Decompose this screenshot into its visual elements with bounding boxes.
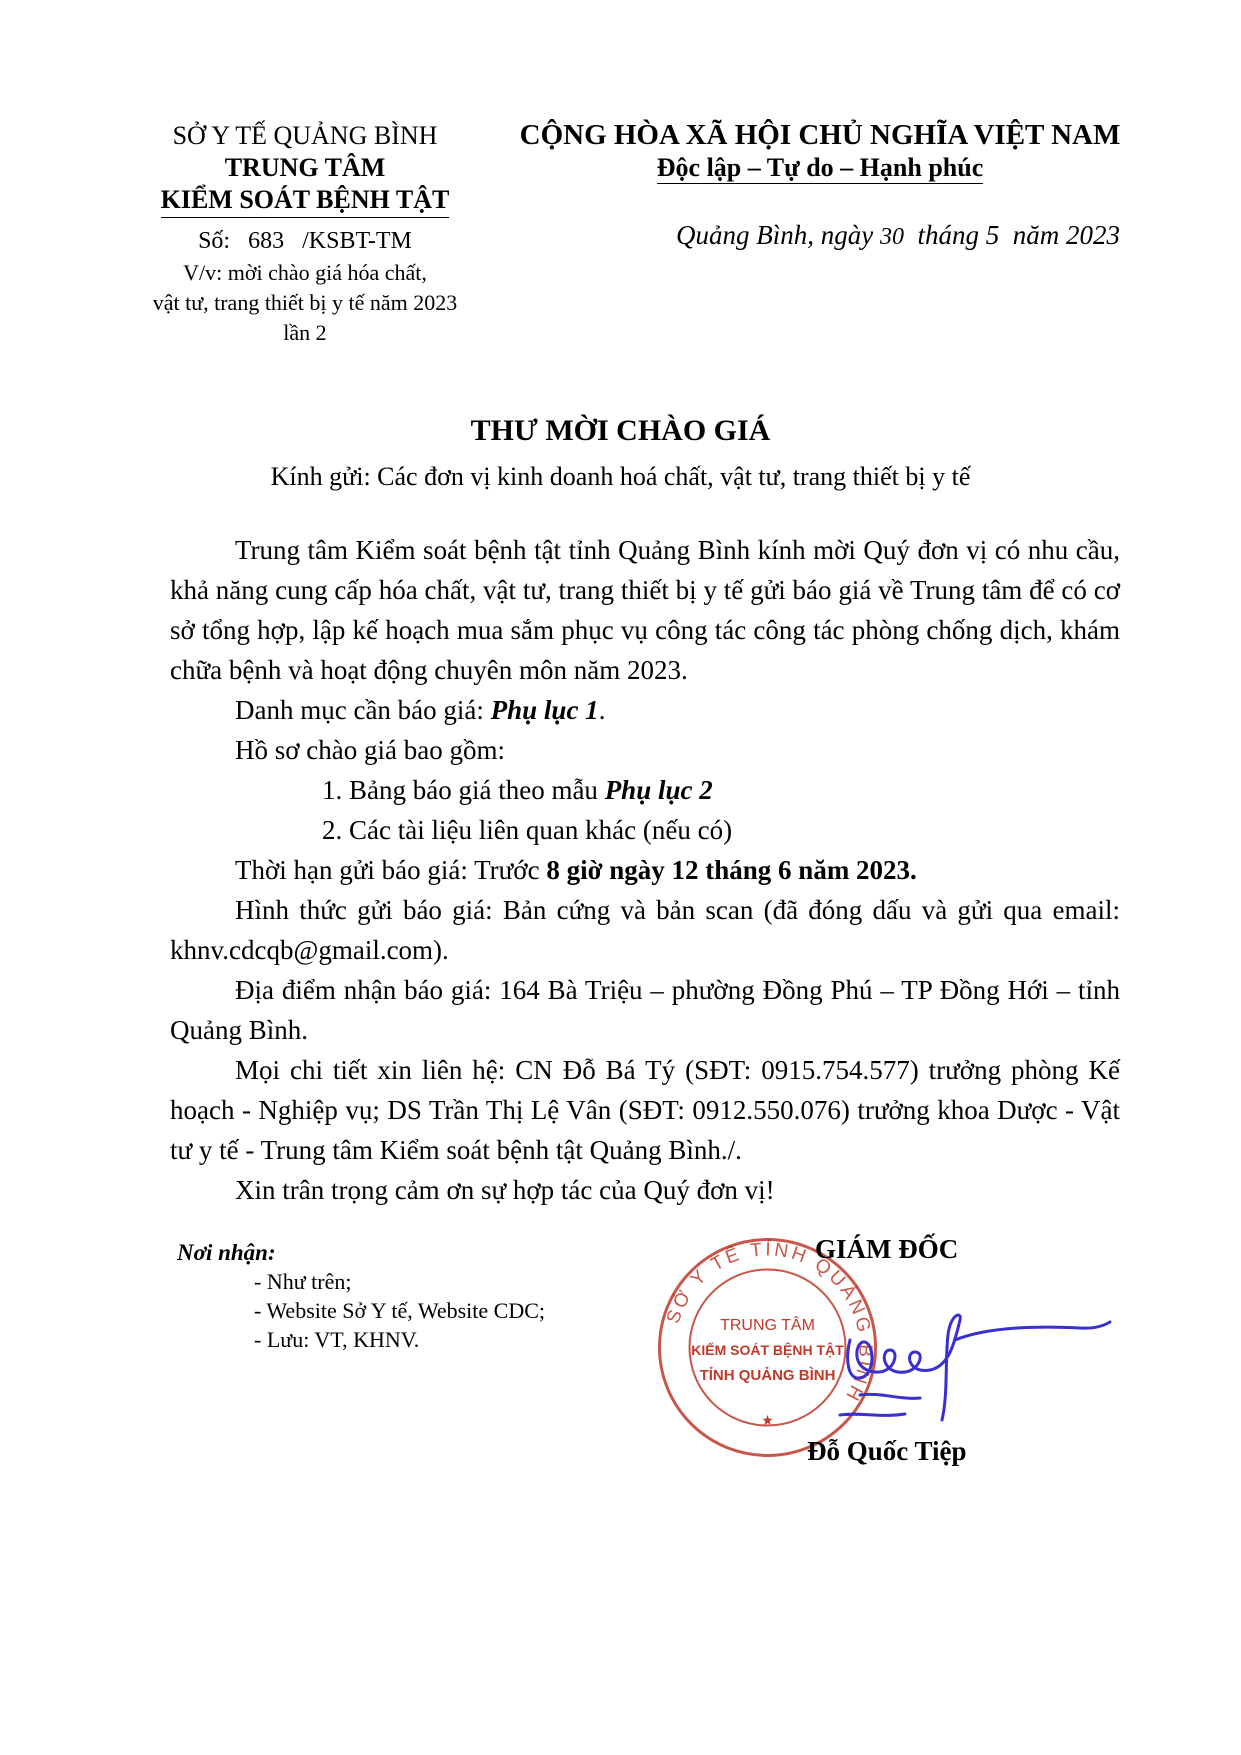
center-name-line2-text: KIỂM SOÁT BỆNH TẬT [161,184,450,218]
country-name: CỘNG HÒA XÃ HỘI CHỦ NGHĨA VIỆT NAM [519,119,1121,151]
national-header-block [480,118,1160,254]
method-paragraph: Hình thức gửi báo giá: Bản cứng và bản scan (đã đóng dấu và gửi qua email: khnv.cdcqb@gmail.com). [170,895,1120,965]
deadline-value: 8 giờ ngày 12 tháng 6 năm 2023. [546,855,917,885]
distribution-label: Nơi nhận: [177,1240,276,1265]
dossier-paragraph: Hồ sơ chào giá bao gồm: [235,735,505,765]
letter-body [170,530,1120,1210]
document-number-suffix: /KSBT-TM [302,228,412,254]
seal-ring-text: SỞ Y TẾ TỈNH QUẢNG BÌNH [662,1239,876,1407]
center-name-line1: TRUNG TÂM [224,153,386,182]
dossier-item-1-text: 1. Bảng báo giá theo mẫu [322,775,598,805]
intro-paragraph: Trung tâm Kiểm soát bệnh tật tỉnh Quảng Bình kính mời Quý đơn vị có nhu cầu, khả năng cung cấp hóa chất, vật tư, trang thiết bị y tế gửi báo giá về Trung tâm để có cơ sở tổng hợp, lập kế hoạch mua sắm phục vụ công tác công tác phòng chống dịch, khám chữa bệnh và hoạt động chuyên môn năm 2023. [170,535,1120,685]
national-motto [480,152,1160,184]
seal-line2: KIỂM SOÁT BỆNH TẬT [691,1342,844,1358]
document-title: THƯ MỜI CHÀO GIÁ [470,414,771,447]
document-date [480,218,1160,254]
subject-line2: vật tư, trang thiết bị y tế năm 2023 [152,290,458,315]
deadline-label: Thời hạn gửi báo giá: Trước [235,855,540,885]
date-month-label: tháng [917,220,979,250]
document-number [130,224,480,258]
subject-line3: lần 2 [283,320,327,345]
date-day: 30 [879,224,904,250]
distribution-item: - Như trên; [254,1269,352,1294]
subject-line1: V/v: mời chào giá hóa chất, [183,260,427,285]
department-name: SỞ Y TẾ QUẢNG BÌNH [172,121,438,150]
distribution-list [177,1238,627,1354]
category-value: Phụ lục 1 [490,695,599,725]
dossier-item-1-value: Phụ lục 2 [604,775,713,805]
document-number-value: 683 [248,228,285,254]
deadline-paragraph [170,850,1120,890]
location-paragraph: Địa điểm nhận báo giá: 164 Bà Triệu – phường Đồng Phú – TP Đồng Hới – tỉnh Quảng Bình. [170,975,1120,1045]
dossier-item-1 [170,770,1120,810]
issuing-agency-block [130,120,480,348]
seal-line1: TRUNG TÂM [720,1317,815,1334]
category-end: . [598,695,606,725]
dossier-item-2: 2. Các tài liệu liên quan khác (nếu có) [322,815,733,845]
signer-name: Đỗ Quốc Tiệp [807,1436,967,1466]
seal-line3: TỈNH QUẢNG BÌNH [699,1367,836,1384]
date-year: năm 2023 [1012,220,1120,250]
center-name-line2 [130,184,480,218]
distribution-item: - Lưu: VT, KHNV. [254,1327,420,1352]
document-number-label: Số: [198,228,231,254]
category-label: Danh mục cần báo giá: [235,695,484,725]
recipient-line: Kính gửi: Các đơn vị kinh doanh hoá chất, vật tư, trang thiết bị y tế [270,462,971,491]
signer-position: GIÁM ĐỐC [815,1234,959,1264]
distribution-item: - Website Sở Y tế, Website CDC; [254,1298,546,1323]
handwritten-signature [820,1300,1120,1430]
date-prefix: Quảng Bình, ngày [676,220,874,250]
thanks-paragraph: Xin trân trọng cảm ơn sự hợp tác của Quý đơn vị! [235,1175,775,1205]
date-month: 5 [985,220,1000,250]
contact-paragraph: Mọi chi tiết xin liên hệ: CN Đỗ Bá Tý (SĐT: 0915.754.577) trưởng phòng Kế hoạch - Nghiệp vụ; DS Trần Thị Lệ Vân (SĐT: 0912.550.076) trưởng khoa Dược - Vật tư y tế - Trung tâm Kiểm soát bệnh tật Quảng Bình./. [170,1055,1120,1165]
seal-star-icon: ★ [761,1414,774,1429]
national-motto-text: Độc lập – Tự do – Hạnh phúc [656,153,984,182]
category-paragraph [170,690,1120,730]
